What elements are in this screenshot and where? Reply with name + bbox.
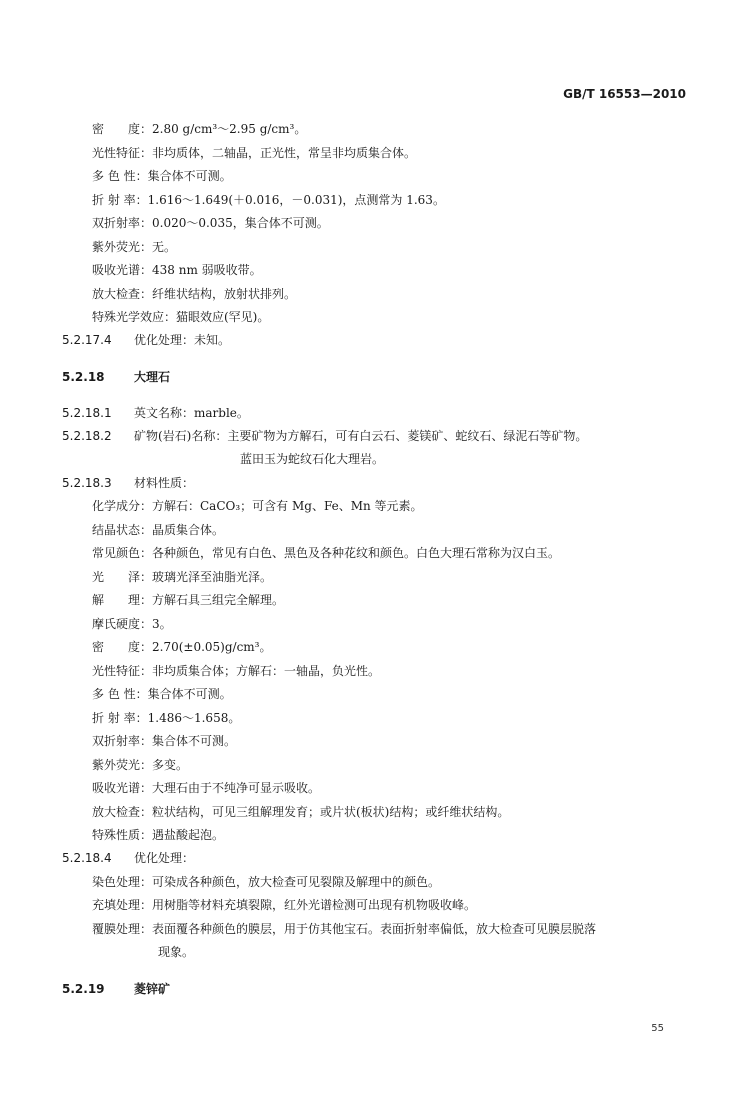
section-text: 矿物(岩石)名称：主要矿物为方解石，可有白云石、菱镁矿、蛇纹石、绿泥石等矿物。 xyxy=(134,429,588,443)
property-line: 密 度：2.80 g/cm³～2.95 g/cm³。 xyxy=(92,122,307,136)
section-5-2-17-4 xyxy=(62,330,230,350)
treatment-line: 充填处理：用树脂等材料充填裂隙，红外光谱检测可出现有机物吸收峰。 xyxy=(92,898,477,912)
section-5-2-18-1 xyxy=(62,403,249,423)
section-text: 优化处理： xyxy=(134,851,195,865)
section-number: 5.2.18 xyxy=(62,370,105,384)
section-number: 5.2.17.4 xyxy=(62,333,112,347)
property-line: 放大检查：纤维状结构，放射状排列。 xyxy=(92,287,297,301)
property-line: 放大检查：粒状结构，可见三组解理发育；或片状(板状)结构；或纤维状结构。 xyxy=(92,805,510,819)
property-line: 双折射率：集合体不可测。 xyxy=(92,734,237,748)
property-line: 常见颜色：各种颜色，常见有白色、黑色及各种花纹和颜色。白色大理石常称为汉白玉。 xyxy=(92,546,561,560)
section-heading-5-2-19 xyxy=(62,979,170,999)
treatment-continuation: 现象。 xyxy=(158,945,195,959)
section-heading-5-2-18 xyxy=(62,367,170,387)
property-line: 多 色 性：集合体不可测。 xyxy=(92,169,232,183)
section-number: 5.2.18.4 xyxy=(62,851,112,865)
property-line: 结晶状态：晶质集合体。 xyxy=(92,523,225,537)
section-title: 大理石 xyxy=(134,370,171,384)
treatment-line: 覆膜处理：表面覆各种颜色的膜层，用于仿其他宝石。表面折射率偏低，放大检查可见膜层脱落 xyxy=(92,922,597,936)
property-line: 吸收光谱：438 nm 弱吸收带。 xyxy=(92,263,262,277)
treatment-line: 染色处理：可染成各种颜色，放大检查可见裂隙及解理中的颜色。 xyxy=(92,875,441,889)
property-line: 折 射 率：1.616～1.649(＋0.016，－0.031)，点测常为 1.63。 xyxy=(92,193,445,207)
standard-number-header: GB/T 16553—2010 xyxy=(563,87,686,101)
property-line: 密 度：2.70(±0.05)g/cm³。 xyxy=(92,640,272,654)
property-line: 折 射 率：1.486～1.658。 xyxy=(92,711,241,725)
section-text: 英文名称：marble。 xyxy=(134,406,249,420)
property-line: 特殊性质：遇盐酸起泡。 xyxy=(92,828,225,842)
property-line: 解 理：方解石具三组完全解理。 xyxy=(92,593,285,607)
property-line: 多 色 性：集合体不可测。 xyxy=(92,687,232,701)
section-text: 材料性质： xyxy=(134,476,195,490)
section-number: 5.2.18.2 xyxy=(62,429,112,443)
property-line: 化学成分：方解石：CaCO₃；可含有 Mg、Fe、Mn 等元素。 xyxy=(92,499,423,513)
property-line: 双折射率：0.020～0.035，集合体不可测。 xyxy=(92,216,329,230)
property-line: 光 泽：玻璃光泽至油脂光泽。 xyxy=(92,570,273,584)
section-5-2-18-2 xyxy=(62,426,587,446)
section-text: 优化处理：未知。 xyxy=(134,333,231,347)
section-5-2-18-3 xyxy=(62,473,194,493)
property-line: 紫外荧光：无。 xyxy=(92,240,177,254)
section-5-2-18-4 xyxy=(62,848,194,868)
section-number: 5.2.19 xyxy=(62,982,105,996)
section-number: 5.2.18.1 xyxy=(62,406,112,420)
section-number: 5.2.18.3 xyxy=(62,476,112,490)
section-title: 菱锌矿 xyxy=(134,982,171,996)
property-line: 紫外荧光：多变。 xyxy=(92,758,189,772)
property-line: 摩氏硬度：3。 xyxy=(92,617,172,631)
property-line: 特殊光学效应：猫眼效应(罕见)。 xyxy=(92,310,270,324)
property-line: 吸收光谱：大理石由于不纯净可显示吸收。 xyxy=(92,781,321,795)
property-line: 光性特征：非均质体，二轴晶，正光性，常呈非均质集合体。 xyxy=(92,146,417,160)
page-number: 55 xyxy=(651,1023,664,1034)
section-continuation: 蓝田玉为蛇纹石化大理岩。 xyxy=(240,452,385,466)
property-line: 光性特征：非均质集合体；方解石：一轴晶，负光性。 xyxy=(92,664,381,678)
